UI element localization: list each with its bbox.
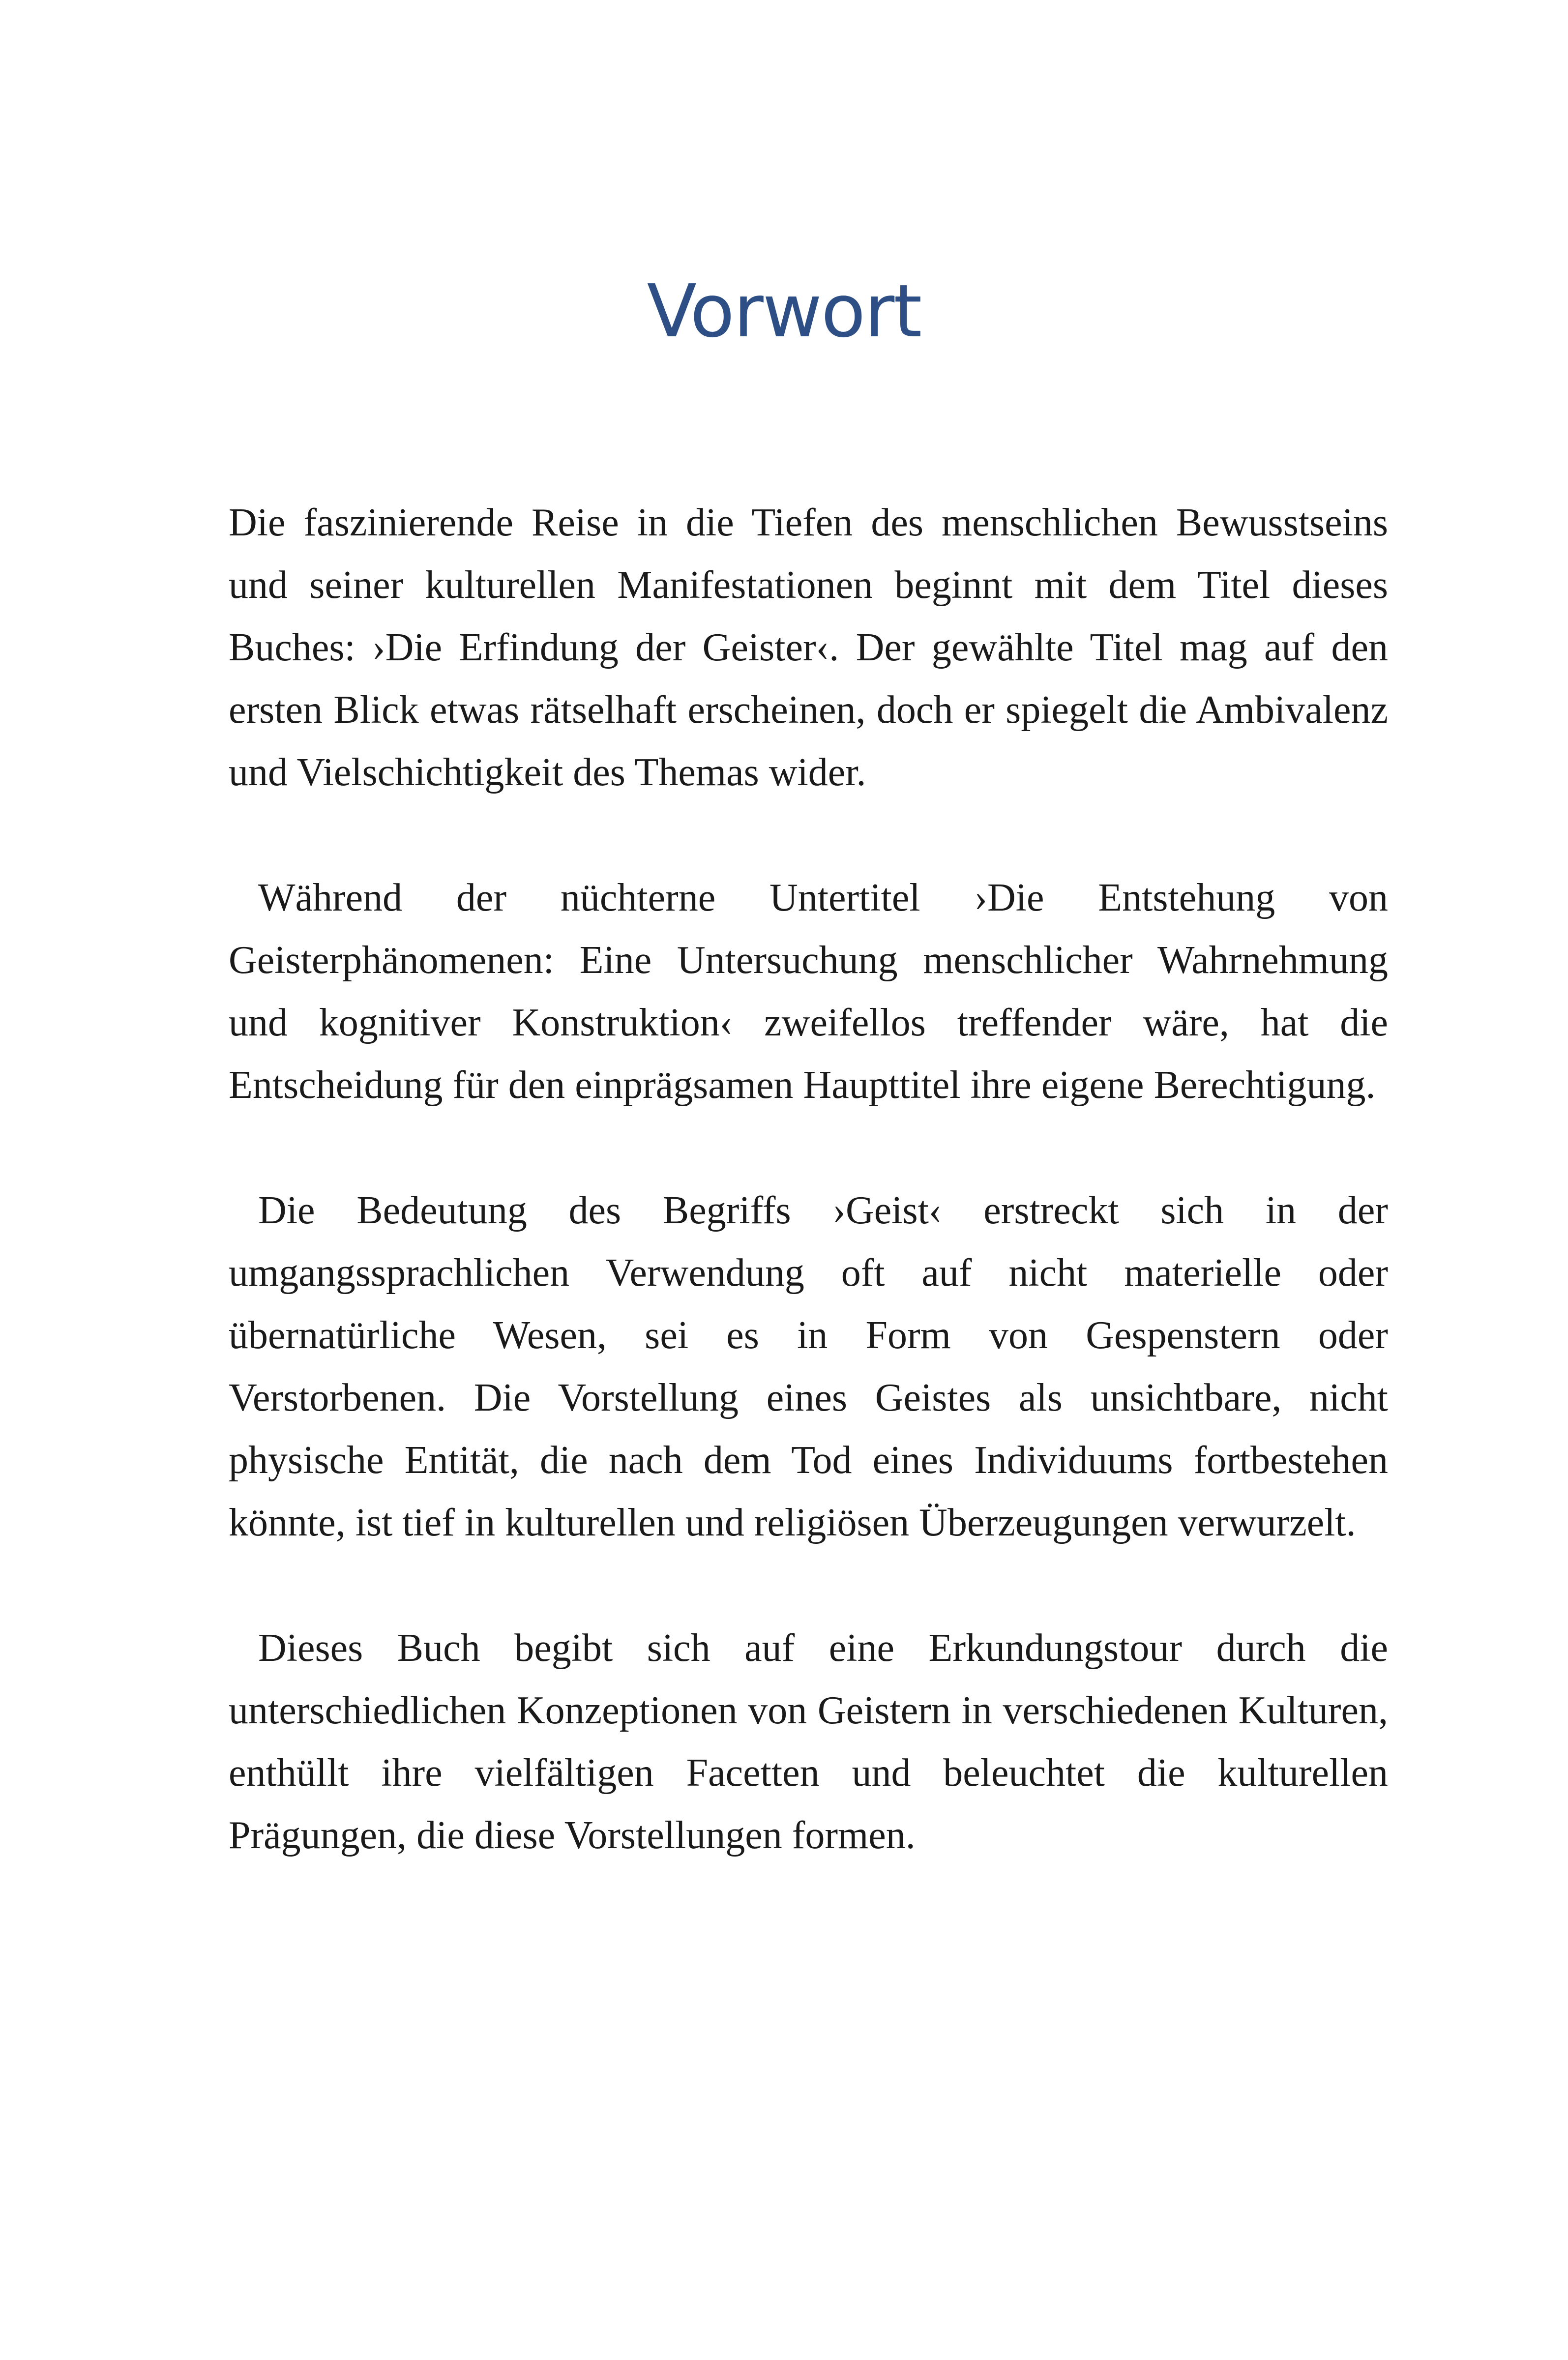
chapter-body [229,492,1388,1867]
paragraph-4: Dieses Buch begibt sich auf eine Erkundungstour durch die unterschiedlichen Konzeptionen von Geistern in verschiedenen Kulturen, enthüllt ihre vielfältigen Facetten und beleuchtet die kulturellen Prägungen, die diese Vorstellungen formen. [229,1626,1388,1857]
paragraph-3: Die Bedeutung des Begriffs ›Geist‹ erstreckt sich in der umgangssprachlichen Verwendung oft auf nicht materielle oder übernatürliche Wesen, sei es in Form von Gespenstern oder Verstorbenen. Die Vorstellung eines Geistes als unsichtbare, nicht physische Entität, die nach dem Tod eines Individuums fortbestehen könnte, ist tief in kulturellen und religiösen Überzeugungen verwurzelt. [229,1189,1388,1544]
paragraph-2: Während der nüchterne Untertitel ›Die Entstehung von Geisterphänomenen: Eine Untersuchung menschlicher Wahrnehmung und kognitiver Konstruktion‹ zweifellos treffender wäre, hat die Entscheidung für den einprägsamen Haupttitel ihre eigene Berechtigung. [229,876,1388,1107]
chapter-title: Vorwort [647,269,921,354]
paragraph-1: Die faszinierende Reise in die Tiefen des menschlichen Bewusstseins und seiner kulturellen Manifestationen beginnt mit dem Titel dieses Buches: ›Die Erfindung der Geister‹. Der gewählte Titel mag auf den ersten Blick etwas rätselhaft erscheinen, doch er spiegelt die Ambivalenz und Vielschichtigkeit des Themas wider. [229,501,1388,794]
